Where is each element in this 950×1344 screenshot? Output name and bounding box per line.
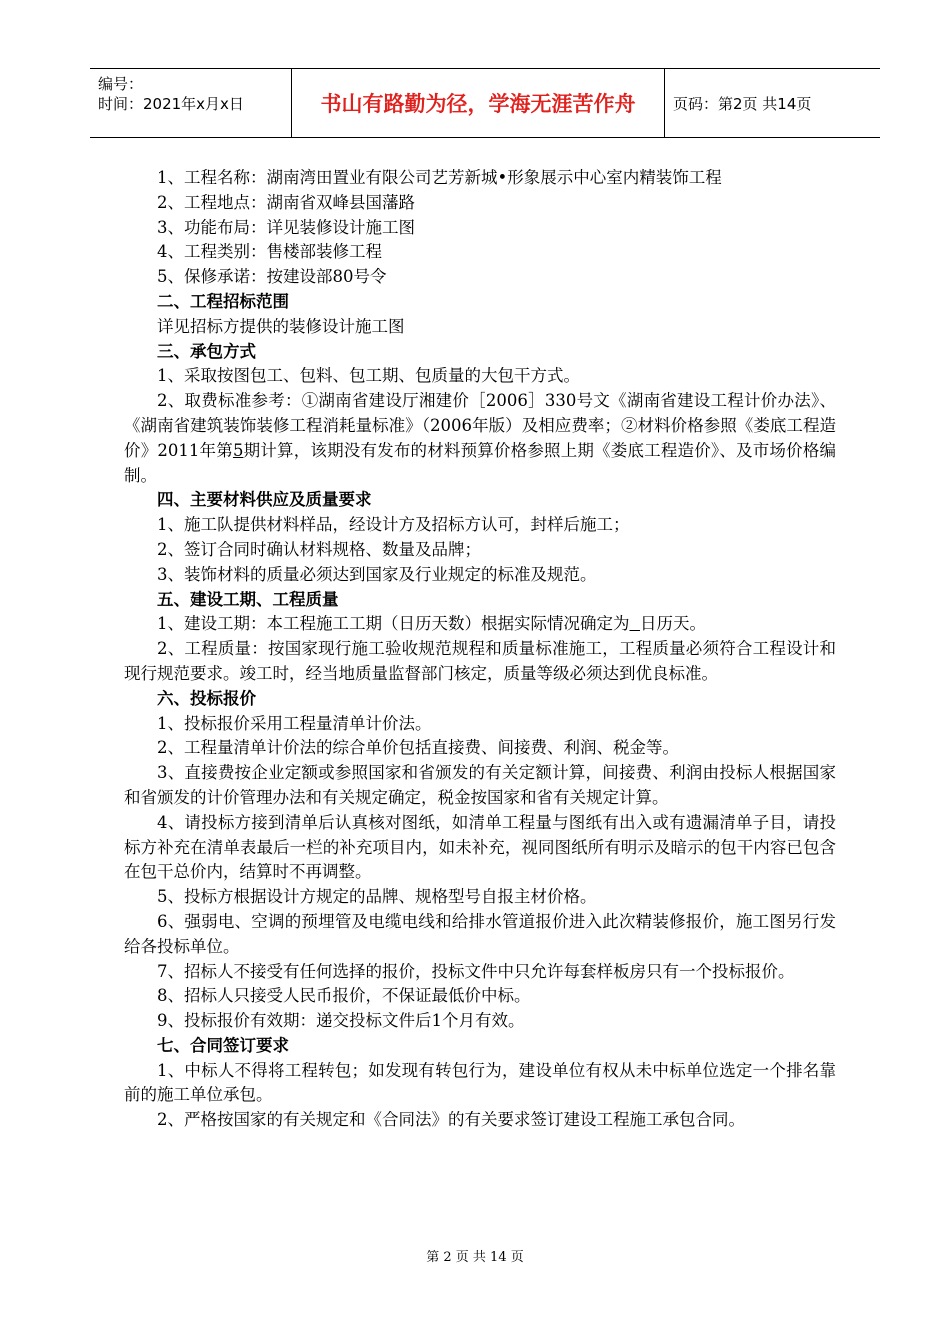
paragraph: 3、装饰材料的质量必须达到国家及行业规定的标准及规范。 bbox=[157, 564, 597, 584]
paragraph: 2、严格按国家的有关规定和《合同法》的有关要求签订建设工程施工承包合同。 bbox=[157, 1110, 745, 1130]
paragraph: 3、功能布局：详见装修设计施工图 bbox=[157, 217, 415, 237]
paragraph: 4、请投标方接到清单后认真核对图纸，如清单工程量与图纸有出入或有遗漏清单子目，请投标方补充在清单表最后一栏的补充项目内，如未补充，视同图纸所有明示及暗示的包干内容已包含在包干总价内，结算时不再调整。 bbox=[124, 812, 836, 882]
paragraph bbox=[124, 389, 836, 488]
paragraph: 1、采取按图包工、包料、包工期、包质量的大包干方式。 bbox=[157, 366, 580, 386]
paragraph: 7、招标人不接受有任何选择的报价，投标文件中只允许每套样板房只有一个投标报价。 bbox=[157, 961, 795, 981]
paragraph-text: 1、建设工期：本工程施工工期（日历天数）根据实际情况确定为 bbox=[157, 614, 630, 634]
paragraph: 2、工程量清单计价法的综合单价包括直接费、间接费、利润、税金等。 bbox=[157, 738, 679, 758]
paragraph: 2、签订合同时确认材料规格、数量及品牌； bbox=[157, 539, 481, 559]
paragraph: 9、投标报价有效期：递交投标文件后1个月有效。 bbox=[157, 1011, 525, 1031]
section-heading: 七、合同签订要求 bbox=[157, 1035, 289, 1055]
page-footer: 第 2 页 共 14 页 bbox=[426, 1250, 524, 1265]
underlined-issue-number: 5 bbox=[232, 440, 244, 460]
paragraph: 6、强弱电、空调的预埋管及电缆电线和给排水管道报价进入此次精装修报价，施工图另行发给各投标单位。 bbox=[124, 911, 836, 956]
paragraph: 5、投标方根据设计方规定的品牌、规格型号自报主材价格。 bbox=[157, 887, 597, 907]
paragraph-text: 期计算，该期没有发布的材料预算价格参照上期《娄底工程造价》、及市场价格编制。 bbox=[124, 440, 836, 485]
section-heading: 五、建设工期、工程质量 bbox=[157, 589, 339, 609]
paragraph: 1、中标人不得将工程转包；如发现有转包行为，建设单位有权从未中标单位选定一个排名靠前的施工单位承包。 bbox=[124, 1060, 836, 1105]
section-heading: 四、主要材料供应及质量要求 bbox=[157, 490, 372, 510]
paragraph: 1、施工队提供材料样品，经设计方及招标方认可，封样后施工； bbox=[157, 515, 630, 535]
header-left-cell bbox=[90, 69, 292, 137]
paragraph: 2、工程质量：按国家现行施工验收规范规程和质量标准施工，工程质量必须符合工程设计和现行规范要求。竣工时，经当地质量监督部门核定，质量等级必须达到优良标准。 bbox=[124, 639, 836, 683]
document-date-label: 时间：2021年x月x日 bbox=[98, 95, 244, 113]
page-header bbox=[90, 68, 880, 138]
paragraph: 2、工程地点：湖南省双峰县国藩路 bbox=[157, 192, 415, 212]
document-body bbox=[124, 166, 836, 1133]
paragraph bbox=[124, 612, 836, 637]
section-heading: 三、承包方式 bbox=[157, 341, 256, 361]
header-page-number: 页码：第2页 共14页 bbox=[673, 94, 812, 113]
paragraph: 8、招标人只接受人民币报价，不保证最低价中标。 bbox=[157, 986, 531, 1006]
section-heading: 六、投标报价 bbox=[157, 688, 256, 708]
paragraph: 5、保修承诺：按建设部80号令 bbox=[157, 267, 387, 287]
paragraph-text: 日历天。 bbox=[640, 614, 706, 634]
paragraph: 4、工程类别：售楼部装修工程 bbox=[157, 242, 382, 262]
paragraph-text: 2、取费标准参考：①湖南省建设厅湘建价［2006］330号文《湖南省建设工程计价办法》、《湖南省建筑装饰装修工程消耗量标准》（2006年版）及相应费率；②材料价格参照《娄底工程造价》2011年第 bbox=[124, 391, 836, 460]
paragraph: 详见招标方提供的装修设计施工图 bbox=[157, 316, 405, 336]
document-number-label: 编号： bbox=[98, 75, 144, 93]
header-motto: 书山有路勤为径，学海无涯苦作舟 bbox=[292, 69, 665, 137]
blank-fill bbox=[630, 614, 641, 633]
paragraph: 3、直接费按企业定额或参照国家和省颁发的有关定额计算，间接费、利润由投标人根据国家和省颁发的计价管理办法和有关规定确定，税金按国家和省有关规定计算。 bbox=[124, 763, 836, 807]
paragraph: 1、投标报价采用工程量清单计价法。 bbox=[157, 713, 432, 733]
paragraph: 1、工程名称：湖南湾田置业有限公司艺芳新城•形象展示中心室内精装饰工程 bbox=[157, 168, 722, 187]
section-heading: 二、工程招标范围 bbox=[157, 291, 289, 311]
